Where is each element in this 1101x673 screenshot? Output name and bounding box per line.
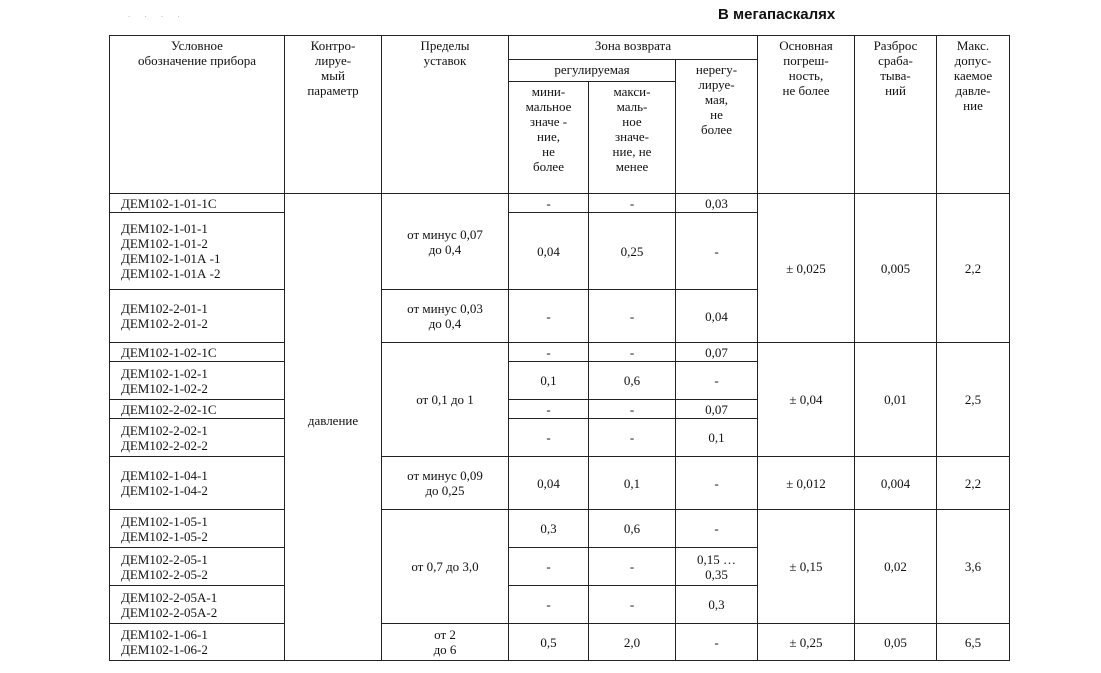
- text-line: 0,004: [880, 475, 911, 491]
- text-line: ДЕМ102-1-05-2: [121, 528, 208, 544]
- min-value-cell: [509, 343, 589, 362]
- text-line: ность,: [788, 68, 824, 83]
- max-value-cell: [589, 586, 676, 624]
- spread-cell: [855, 457, 937, 510]
- text-line: -: [546, 430, 551, 445]
- text-line: -: [546, 597, 551, 612]
- text-line: обозначение прибора: [138, 53, 256, 68]
- text-line: -: [546, 344, 551, 360]
- text-line: 0,6: [623, 521, 641, 536]
- text-line: ДЕМ102-1-04-2: [121, 483, 208, 498]
- text-line: ДЕМ102-1-01-1С: [121, 195, 217, 211]
- range-cell: [382, 510, 509, 624]
- range-cell: [382, 290, 509, 343]
- text-line: мый: [321, 68, 345, 83]
- text-line: 0,04: [537, 475, 560, 491]
- text-line: -: [714, 634, 719, 650]
- faint-mark: . . . .: [128, 9, 186, 19]
- base-error-cell: [758, 457, 855, 510]
- text-line: ДЕМ102-1-02-1: [121, 365, 208, 381]
- text-line: -: [546, 195, 551, 211]
- max-value-cell: [589, 290, 676, 343]
- max-value-cell: [589, 400, 676, 419]
- text-line: ние,: [537, 129, 560, 144]
- text-line: 0,1: [540, 373, 557, 388]
- text-line: нерегу-: [695, 62, 738, 77]
- text-line: 0,07: [705, 401, 728, 417]
- header-return-zone: Зона возврата: [509, 36, 758, 60]
- text-line: ное: [622, 114, 642, 129]
- max-pressure-cell: [937, 457, 1010, 510]
- text-line: ДЕМ102-2-01-2: [121, 316, 208, 331]
- max-value-cell: [589, 624, 676, 661]
- max-pressure-cell: [937, 624, 1010, 661]
- text-line: ± 0,012: [786, 475, 826, 491]
- max-value-cell: [589, 548, 676, 586]
- text-line: тыва-: [880, 68, 911, 83]
- text-line: мальное: [525, 99, 572, 114]
- device-cell: [110, 548, 285, 586]
- text-line: 0,3: [708, 597, 725, 612]
- min-value-cell: [509, 586, 589, 624]
- text-line: уставок: [423, 53, 467, 68]
- text-line: от минус 0,07: [407, 226, 483, 242]
- header-max-value: [589, 82, 676, 194]
- non-adjustable-cell: [676, 343, 758, 362]
- text-line: ДЕМ102-2-01-1: [121, 301, 208, 316]
- non-adjustable-cell: [676, 586, 758, 624]
- header-base-error: [758, 36, 855, 194]
- spread-cell: [855, 343, 937, 457]
- spread-cell: [855, 194, 937, 343]
- text-line: 0,04: [537, 243, 560, 259]
- text-line: 2,2: [964, 475, 982, 491]
- text-line: 2,2: [964, 260, 982, 276]
- text-line: ДЕМ102-1-05-1: [121, 513, 208, 529]
- text-line: ± 0,04: [789, 392, 823, 407]
- text-line: -: [629, 559, 635, 574]
- max-pressure-cell: [937, 194, 1010, 343]
- text-line: до 0,25: [425, 483, 465, 498]
- spread-cell: [855, 624, 937, 661]
- max-value-cell: [589, 343, 676, 362]
- device-cell: [110, 343, 285, 362]
- range-cell: [382, 624, 509, 661]
- non-adjustable-cell: [676, 194, 758, 213]
- text-line: Основная: [779, 38, 833, 53]
- min-value-cell: [509, 419, 589, 457]
- text-line: маль-: [616, 99, 648, 114]
- text-line: до 0,4: [428, 316, 462, 331]
- text-line: каемое: [953, 68, 993, 83]
- text-line: ДЕМ102-1-06-1: [121, 627, 208, 642]
- non-adjustable-cell: [676, 510, 758, 548]
- device-cell: [110, 400, 285, 419]
- text-line: 0,6: [623, 373, 641, 388]
- range-cell: [382, 343, 509, 457]
- header-range: [382, 36, 509, 194]
- range-cell: [382, 194, 509, 290]
- device-cell: [110, 213, 285, 290]
- text-line: -: [714, 475, 719, 491]
- device-cell: [110, 457, 285, 510]
- header-parameter: [285, 36, 382, 194]
- text-line: мая,: [704, 92, 729, 107]
- text-line: -: [629, 401, 635, 417]
- text-line: 6,5: [964, 634, 982, 650]
- text-line: не более: [782, 83, 830, 98]
- text-line: Пределы: [420, 38, 470, 53]
- non-adjustable-cell: [676, 290, 758, 343]
- max-value-cell: [589, 362, 676, 400]
- text-line: ± 0,025: [786, 260, 826, 276]
- text-line: ДЕМ102-2-02-2: [121, 437, 208, 453]
- text-line: -: [629, 195, 635, 211]
- text-line: 0,005: [880, 260, 911, 276]
- text-line: 0,04: [705, 308, 728, 324]
- text-line: -: [546, 401, 551, 417]
- text-line: ± 0,25: [789, 634, 823, 650]
- text-line: сраба-: [878, 53, 913, 68]
- text-line: от 0,7 до 3,0: [411, 559, 479, 574]
- header-min-value: [509, 82, 589, 194]
- non-adjustable-cell: [676, 362, 758, 400]
- text-line: до 0,4: [428, 241, 462, 257]
- min-value-cell: [509, 548, 589, 586]
- text-line: Макс.: [956, 38, 990, 53]
- text-line: лируе-: [314, 53, 352, 68]
- device-cell: [110, 510, 285, 548]
- text-line: 0,25: [620, 243, 644, 259]
- base-error-cell: [758, 343, 855, 457]
- text-line: ДЕМ102-2-05-1: [121, 551, 208, 567]
- text-line: допус-: [954, 53, 992, 68]
- text-line: 3,6: [964, 559, 982, 574]
- units-caption: В мегапаскалях: [718, 6, 836, 23]
- text-line: 2,5: [964, 392, 982, 407]
- header-spread: [855, 36, 937, 194]
- min-value-cell: [509, 194, 589, 213]
- text-line: от 0,1 до 1: [416, 392, 474, 407]
- text-line: ДЕМ102-1-01А -2: [121, 266, 221, 281]
- non-adjustable-cell: [676, 624, 758, 661]
- text-line: более: [533, 159, 564, 174]
- max-value-cell: [589, 419, 676, 457]
- max-value-cell: [589, 213, 676, 290]
- text-line: от 2: [434, 627, 456, 642]
- text-line: до 6: [433, 642, 457, 657]
- min-value-cell: [509, 290, 589, 343]
- text-line: -: [629, 597, 635, 612]
- text-line: ДЕМ102-1-02-1С: [121, 344, 217, 360]
- max-pressure-cell: [937, 343, 1010, 457]
- text-line: более: [701, 122, 732, 137]
- text-line: -: [629, 344, 635, 360]
- text-line: ДЕМ102-1-01А -1: [121, 251, 221, 266]
- text-line: параметр: [307, 83, 359, 98]
- text-line: -: [629, 430, 635, 445]
- text-line: -: [714, 373, 719, 388]
- device-cell: [110, 290, 285, 343]
- text-line: ДЕМ102-1-01-2: [121, 236, 208, 251]
- text-line: ДЕМ102-1-06-2: [121, 642, 208, 657]
- base-error-cell: [758, 194, 855, 343]
- header-adjustable: регулируемая: [509, 60, 676, 82]
- max-value-cell: [589, 510, 676, 548]
- base-error-cell: [758, 510, 855, 624]
- min-value-cell: [509, 624, 589, 661]
- text-line: мини-: [531, 84, 566, 99]
- header-max-pressure: [937, 36, 1010, 194]
- text-line: ДЕМ102-1-01-1: [121, 221, 208, 236]
- spread-cell: [855, 510, 937, 624]
- non-adjustable-cell: [676, 419, 758, 457]
- text-line: -: [714, 243, 719, 259]
- text-line: ние, не: [612, 144, 652, 159]
- text-line: ДЕМ102-1-02-2: [121, 380, 208, 396]
- specs-table: [109, 35, 1010, 661]
- device-cell: [110, 419, 285, 457]
- non-adjustable-cell: [676, 457, 758, 510]
- text-line: значе-: [615, 129, 649, 144]
- text-line: ДЕМ102-2-02-1: [121, 422, 208, 438]
- text-line: ДЕМ102-2-05А-2: [121, 604, 218, 620]
- text-line: от минус 0,09: [407, 468, 483, 483]
- text-line: ДЕМ102-2-02-1С: [121, 401, 217, 417]
- max-value-cell: [589, 457, 676, 510]
- text-line: 0,3: [540, 521, 557, 536]
- text-line: 0,05: [884, 634, 907, 650]
- text-line: погреш-: [783, 53, 829, 68]
- header-device: [110, 36, 285, 194]
- min-value-cell: [509, 457, 589, 510]
- non-adjustable-cell: [676, 213, 758, 290]
- text-line: от минус 0,03: [407, 301, 483, 316]
- header-non-adjustable: [676, 60, 758, 194]
- text-line: Условное: [171, 38, 223, 53]
- text-line: Контро-: [310, 38, 356, 53]
- min-value-cell: [509, 213, 589, 290]
- text-line: 2,0: [623, 634, 641, 650]
- parameter-cell: [285, 194, 382, 661]
- min-value-cell: [509, 362, 589, 400]
- text-line: Разброс: [873, 38, 918, 53]
- range-cell: [382, 457, 509, 510]
- text-line: -: [629, 308, 635, 324]
- text-line: 0,1: [623, 475, 641, 491]
- non-adjustable-cell: [676, 548, 758, 586]
- device-cell: [110, 624, 285, 661]
- parameter-label: давление: [307, 413, 359, 428]
- text-line: 0,02: [884, 559, 907, 574]
- text-line: значе -: [529, 114, 568, 129]
- max-pressure-cell: [937, 510, 1010, 624]
- text-line: 0,5: [540, 634, 557, 650]
- text-line: 0,07: [705, 344, 728, 360]
- device-cell: [110, 362, 285, 400]
- text-line: -: [714, 521, 719, 536]
- device-cell: [110, 586, 285, 624]
- text-line: -: [546, 559, 551, 574]
- text-line: не: [542, 144, 555, 159]
- text-line: ± 0,15: [789, 559, 823, 574]
- min-value-cell: [509, 400, 589, 419]
- text-line: -: [546, 308, 551, 324]
- text-line: ДЕМ102-1-04-1: [121, 468, 208, 483]
- text-line: не: [710, 107, 723, 122]
- base-error-cell: [758, 624, 855, 661]
- device-cell: [110, 194, 285, 213]
- text-line: ний: [885, 83, 906, 98]
- text-line: 0,1: [708, 430, 725, 445]
- min-value-cell: [509, 510, 589, 548]
- text-line: лируе-: [698, 77, 735, 92]
- text-line: ДЕМ102-2-05-2: [121, 566, 208, 582]
- text-line: 0,15 …: [697, 551, 736, 567]
- text-line: давле-: [955, 83, 991, 98]
- max-value-cell: [589, 194, 676, 213]
- text-line: 0,03: [705, 195, 728, 211]
- non-adjustable-cell: [676, 400, 758, 419]
- text-line: 0,35: [705, 566, 728, 582]
- text-line: ДЕМ102-2-05А-1: [121, 589, 218, 605]
- text-line: макси-: [613, 84, 651, 99]
- text-line: менее: [615, 159, 649, 174]
- text-line: 0,01: [884, 392, 907, 407]
- text-line: ние: [963, 98, 983, 113]
